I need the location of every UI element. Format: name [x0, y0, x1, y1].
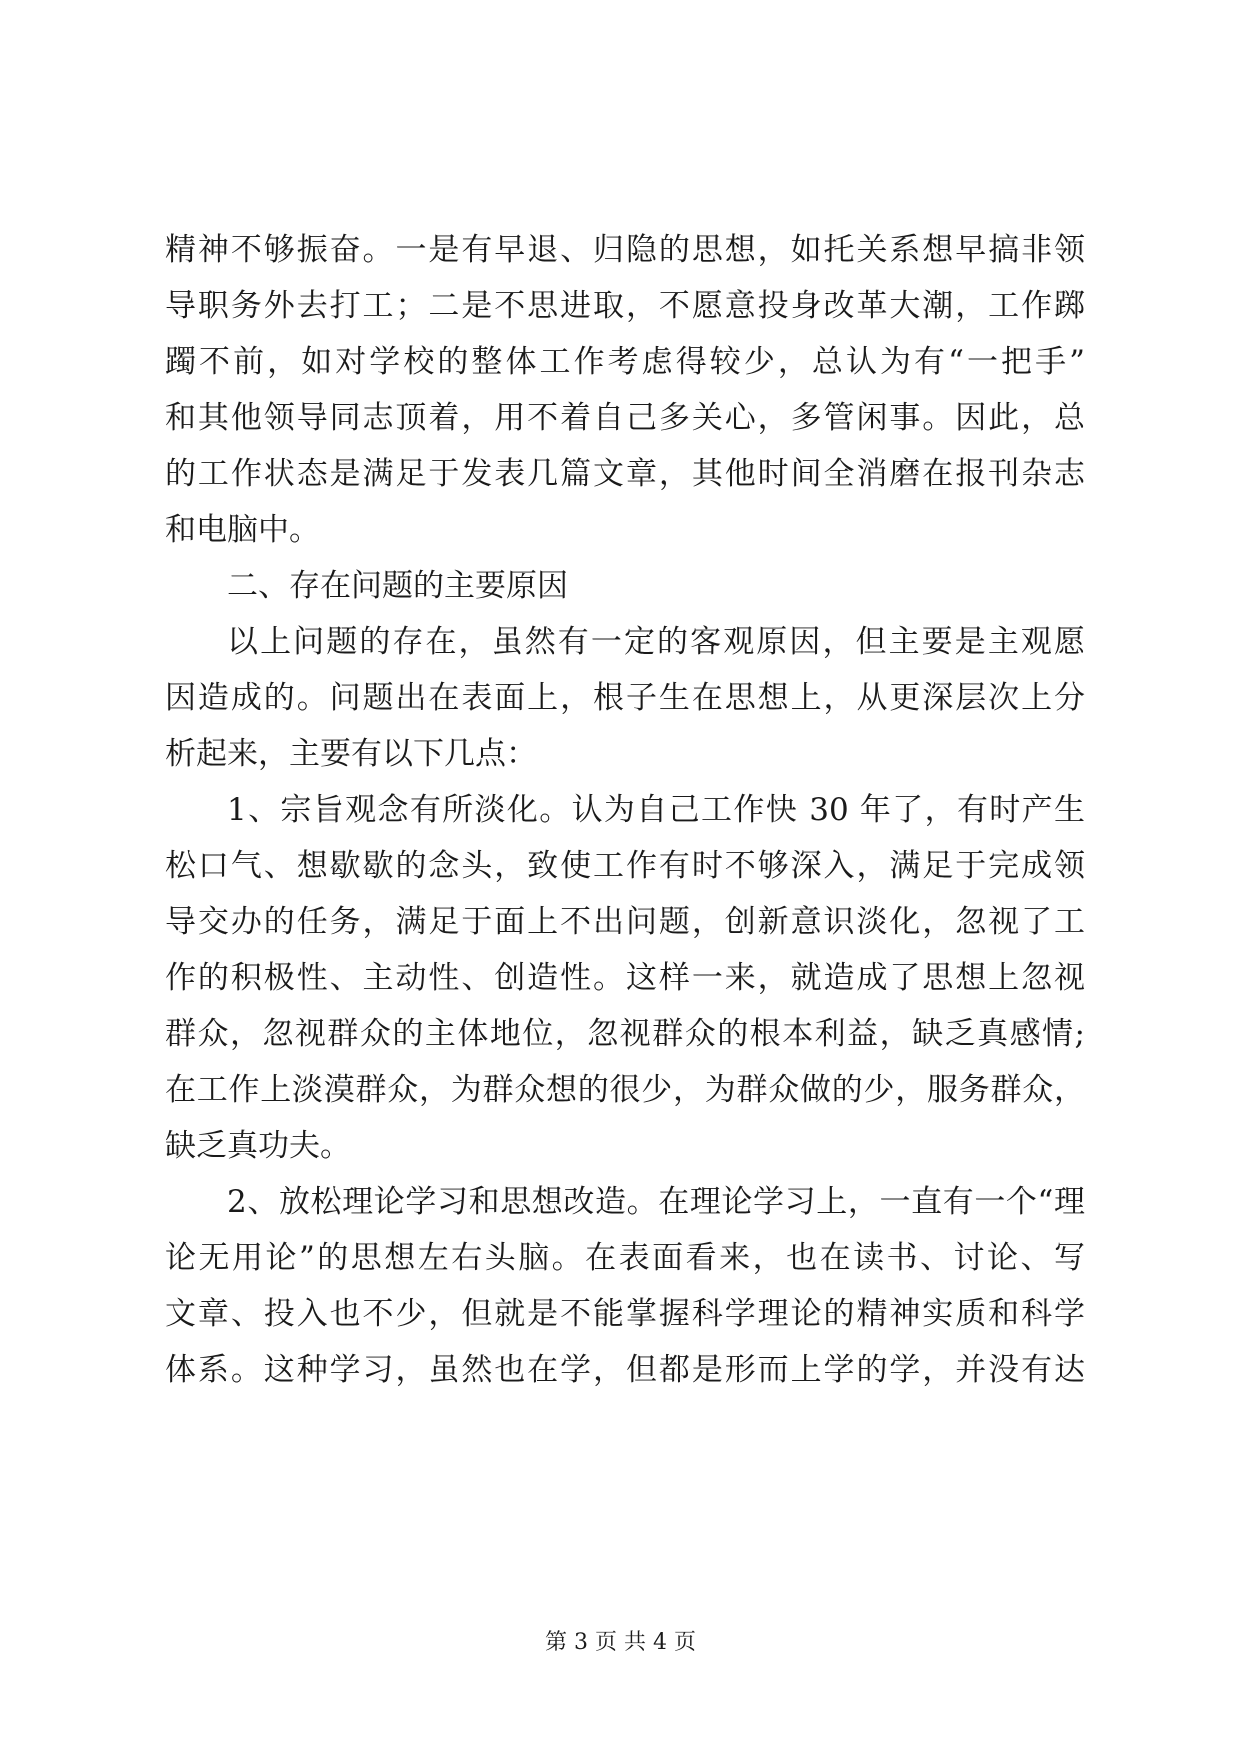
text-line: 松口气、想歇歇的念头，致使工作有时不够深入，满足于完成领 — [165, 848, 1085, 884]
text-line: 析起来，主要有以下几点： — [165, 736, 537, 772]
page-number-footer: 第 3 页 共 4 页 — [545, 1630, 696, 1655]
text-line: 作的积极性、主动性、创造性。这样一来，就造成了思想上忽视 — [165, 960, 1085, 996]
paragraph-first-line: 以上问题的存在，虽然有一定的客观原因，但主要是主观愿 — [227, 624, 1085, 660]
section-heading: 二、存在问题的主要原因 — [227, 568, 568, 604]
text-line: 缺乏真功夫。 — [165, 1128, 351, 1164]
text-line: 因造成的。问题出在表面上，根子生在思想上，从更深层次上分 — [165, 680, 1085, 716]
text-line: 和电脑中。 — [165, 512, 320, 548]
paragraph-first-line: 1、宗旨观念有所淡化。认为自己工作快 30 年了，有时产生 — [227, 792, 1085, 828]
paragraph-first-line: 2、放松理论学习和思想改造。在理论学习上，一直有一个“理 — [227, 1184, 1085, 1220]
text-line: 导职务外去打工；二是不思进取，不愿意投身改革大潮，工作踯 — [165, 288, 1085, 324]
text-line: 导交办的任务，满足于面上不出问题，创新意识淡化，忽视了工 — [165, 904, 1085, 940]
text-line: 躅不前，如对学校的整体工作考虑得较少，总认为有“一把手” — [165, 344, 1085, 380]
text-line: 论无用论”的思想左右头脑。在表面看来，也在读书、讨论、写 — [165, 1240, 1085, 1276]
text-line: 群众，忽视群众的主体地位，忽视群众的根本利益，缺乏真感情; — [165, 1016, 1085, 1052]
text-line: 的工作状态是满足于发表几篇文章，其他时间全消磨在报刊杂志 — [165, 456, 1085, 492]
text-line: 体系。这种学习，虽然也在学，但都是形而上学的学，并没有达 — [165, 1352, 1085, 1388]
text-line: 文章、投入也不少，但就是不能掌握科学理论的精神实质和科学 — [165, 1296, 1085, 1332]
text-line: 精神不够振奋。一是有早退、归隐的思想，如托关系想早搞非领 — [165, 232, 1085, 268]
text-line: 和其他领导同志顶着，用不着自己多关心，多管闲事。因此，总 — [165, 400, 1085, 436]
text-line: 在工作上淡漠群众，为群众想的很少，为群众做的少，服务群众， — [165, 1072, 1085, 1108]
